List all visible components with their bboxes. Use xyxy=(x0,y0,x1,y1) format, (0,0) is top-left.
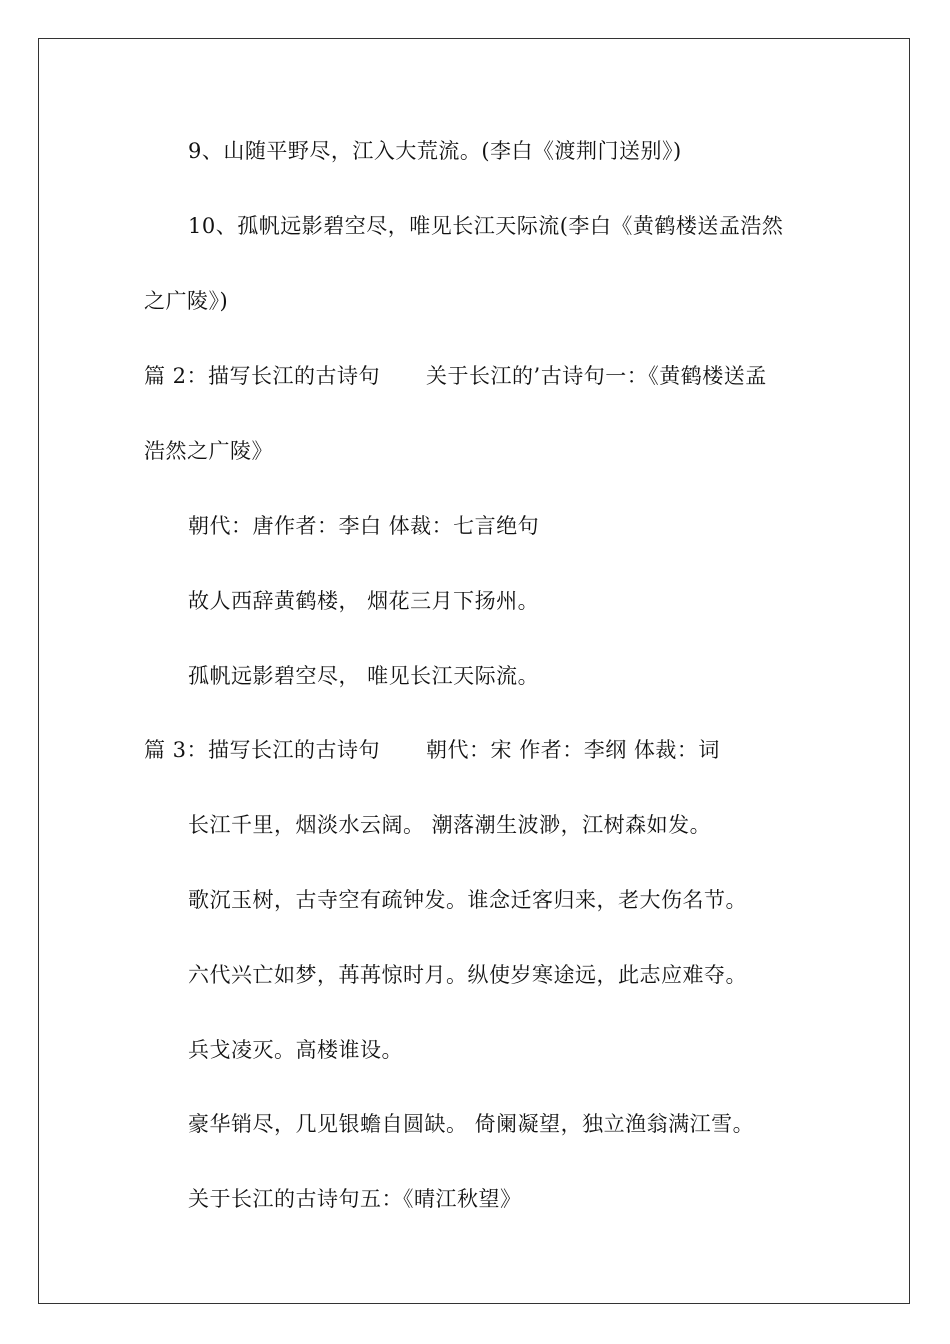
section-3-heading: 篇 3：描写长江的古诗句 xyxy=(144,738,381,762)
section-2-heading: 篇 2：描写长江的古诗句 xyxy=(144,364,381,388)
poem-line: 六代兴亡如梦，苒苒惊时月。纵使岁寒途远，此志应难夺。 xyxy=(188,963,747,987)
text-line: 关于长江的古诗句五：《晴江秋望》 xyxy=(188,1187,522,1211)
text-line: 10、孤帆远影碧空尽，唯见长江天际流(李白《黄鹤楼送孟浩然 xyxy=(188,214,784,238)
poem-line: 歌沉玉树，古寺空有疏钟发。谁念迁客归来，老大伤名节。 xyxy=(188,888,747,912)
text-line: 9、山随平野尽，江入大荒流。(李白《渡荆门送别》) xyxy=(188,139,682,163)
section-3-line xyxy=(144,736,720,764)
text-line: 之广陵》) xyxy=(144,289,229,313)
section-3-text: 朝代：宋 作者：李纲 体裁：词 xyxy=(426,738,720,762)
poem-line: 兵戈凌灭。高楼谁设。 xyxy=(188,1038,403,1062)
poem-line: 孤帆远影碧空尽， 唯见长江天际流。 xyxy=(188,664,540,688)
text-line: 朝代：唐作者：李白 体裁：七言绝句 xyxy=(188,514,540,538)
section-2-text: 关于长江的’古诗句一：《黄鹤楼送孟 xyxy=(426,364,767,388)
poem-line: 豪华销尽，几见银蟾自圆缺。 倚阑凝望，独立渔翁满江雪。 xyxy=(188,1112,755,1136)
text-line: 浩然之广陵》 xyxy=(144,439,273,463)
section-2-line xyxy=(144,362,767,390)
poem-line: 长江千里，烟淡水云阔。 潮落潮生波渺，江树森如发。 xyxy=(188,813,712,837)
poem-line: 故人西辞黄鹤楼， 烟花三月下扬州。 xyxy=(188,589,540,613)
